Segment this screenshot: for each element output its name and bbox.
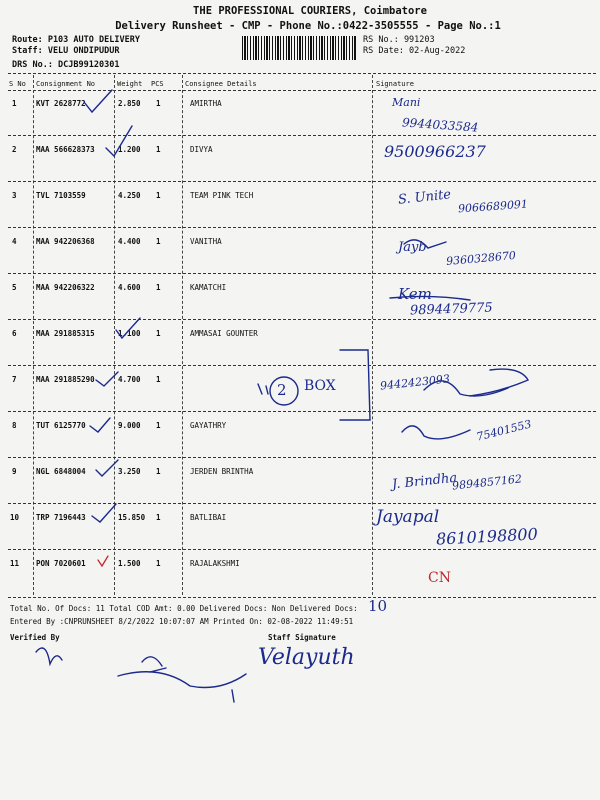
row-consignment: TUT 6125770 — [36, 421, 86, 430]
scribble-mark — [258, 384, 268, 394]
scribble-mark — [470, 369, 528, 396]
row-weight: 15.850 — [118, 513, 146, 522]
row-consignment: MAA 291885315 — [36, 329, 95, 338]
check-mark-icon — [98, 556, 108, 566]
col-weight: Weight — [117, 80, 143, 88]
row-pcs: 1 — [156, 375, 161, 384]
check-mark-icon — [92, 504, 116, 522]
row-consignment: TVL 7103559 — [36, 191, 86, 200]
row-pcs: 1 — [156, 513, 161, 522]
row-weight: 4.700 — [118, 375, 141, 384]
handwritten-name: Jayb — [398, 240, 427, 255]
row-pcs: 1 — [156, 467, 161, 476]
row-rule — [8, 457, 596, 458]
signature-scribble — [402, 426, 470, 439]
col-sep — [182, 75, 183, 595]
table-top-rule — [8, 73, 596, 74]
staff-info: Staff: VELU ONDIPUDUR — [12, 46, 120, 56]
row-consignee: RAJALAKSHMI — [190, 559, 240, 568]
row-consignee: AMIRTHA — [190, 99, 222, 108]
col-sep — [372, 75, 373, 595]
handwritten-name: S. Unite — [397, 187, 452, 208]
row-sno: 9 — [12, 467, 17, 476]
row-pcs: 1 — [156, 145, 161, 154]
row-rule — [8, 273, 596, 274]
handwritten-box-count: 2 — [277, 381, 287, 399]
verified-by-label: Verified By — [10, 633, 60, 642]
check-mark-icon — [90, 418, 110, 432]
row-consignment: NGL 6848004 — [36, 467, 86, 476]
row-weight: 1.500 — [118, 559, 141, 568]
handwritten-phone: 9442423093 — [379, 372, 451, 393]
drs-number: DRS No.: DCJB99120301 — [12, 60, 120, 70]
handwritten-phone: 8610198800 — [435, 524, 539, 549]
row-consignee: KAMATCHI — [190, 283, 227, 292]
row-pcs: 1 — [156, 283, 161, 292]
totals-line: Total No. Of Docs: 11 Total COD Amt: 0.00 Delivered Docs: Non Delivered Docs: — [10, 604, 358, 613]
col-consignee: Consignee Details — [185, 80, 257, 88]
bracket-mark — [340, 350, 370, 420]
verified-signature-scribble — [142, 657, 166, 672]
handwritten-phone: 9944033584 — [401, 115, 479, 135]
row-sno: 1 — [12, 99, 17, 108]
handwritten-cn-note: CN — [428, 570, 451, 586]
row-pcs: 1 — [156, 329, 161, 338]
row-consignment: MAA 566628373 — [36, 145, 95, 154]
company-title: THE PROFESSIONAL COURIERS, Coimbatore — [193, 5, 427, 17]
rs-date: RS Date: 02-Aug-2022 — [363, 46, 466, 56]
col-signature: Signature — [376, 80, 414, 88]
row-consignment: TRP 7196443 — [36, 513, 86, 522]
row-weight: 1.100 — [118, 329, 141, 338]
row-consignment: MAA 942206368 — [36, 237, 95, 246]
handwritten-box-note: BOX — [304, 378, 336, 394]
row-weight: 2.850 — [118, 99, 141, 108]
row-sno: 4 — [12, 237, 17, 246]
col-sno: S No — [9, 80, 26, 88]
entered-by-line: Entered By :CNPRUNSHEET 8/2/2022 10:07:07 AM Printed On: 02-08-2022 11:49:51 — [10, 617, 354, 626]
staff-signature-label: Staff Signature — [268, 633, 336, 642]
row-consignee: JERDEN BRINTHA — [190, 467, 254, 476]
check-mark-icon — [84, 90, 112, 112]
row-consignee: DIVYA — [190, 145, 213, 154]
row-weight: 1.200 — [118, 145, 141, 154]
rs-number: RS No.: 991203 — [363, 35, 435, 45]
row-rule — [8, 549, 596, 550]
barcode — [242, 36, 356, 60]
row-weight: 9.000 — [118, 421, 141, 430]
row-rule — [8, 319, 596, 320]
row-sno: 2 — [12, 145, 17, 154]
row-rule — [8, 135, 596, 136]
row-rule — [8, 181, 596, 182]
col-consignment: Consignment No — [36, 80, 96, 88]
row-consignment: MAA 942206322 — [36, 283, 95, 292]
row-weight: 4.400 — [118, 237, 141, 246]
handwritten-phone: 9894479775 — [409, 300, 493, 319]
row-rule — [8, 411, 596, 412]
staff-signature: Velayuth — [258, 645, 355, 670]
row-sno: 10 — [10, 513, 20, 522]
handwritten-phone: 9894857162 — [451, 472, 523, 493]
row-sno: 7 — [12, 375, 17, 384]
table-bottom-rule — [8, 597, 596, 598]
handwritten-name: Mani — [392, 96, 421, 109]
row-pcs: 1 — [156, 191, 161, 200]
row-rule — [8, 365, 596, 366]
handwritten-name: Kem — [398, 285, 432, 303]
col-sep — [114, 75, 115, 595]
row-sno: 3 — [12, 191, 17, 200]
runsheet-subtitle: Delivery Runsheet - CMP - Phone No.:0422-3505555 - Page No.:1 — [115, 20, 501, 32]
row-consignee: BATLIBAI — [190, 513, 227, 522]
row-rule — [8, 227, 596, 228]
col-sep — [33, 75, 34, 595]
handwritten-phone: 75401553 — [475, 417, 533, 444]
row-pcs: 1 — [156, 559, 161, 568]
verified-signature-scribble — [36, 648, 62, 664]
row-sno: 5 — [12, 283, 17, 292]
row-sno: 11 — [10, 559, 20, 568]
row-sno: 8 — [12, 421, 17, 430]
row-pcs: 1 — [156, 421, 161, 430]
table-header-rule — [8, 90, 596, 91]
row-pcs: 1 — [156, 99, 161, 108]
row-weight: 4.600 — [118, 283, 141, 292]
row-consignment: PON 7020601 — [36, 559, 86, 568]
row-consignee: GAYATHRY — [190, 421, 227, 430]
col-pcs: PCS — [151, 80, 164, 88]
row-weight: 3.250 — [118, 467, 141, 476]
handwritten-phone: 9500966237 — [384, 142, 486, 161]
verified-signature-scribble — [232, 690, 234, 702]
row-consignment: MAA 291885290 — [36, 375, 95, 384]
handwritten-name: Jayapal — [376, 507, 440, 527]
handwritten-delivered-count: 10 — [368, 597, 388, 615]
row-weight: 4.250 — [118, 191, 141, 200]
handwritten-phone: 9066689091 — [457, 197, 529, 216]
row-consignee: TEAM PINK TECH — [190, 191, 254, 200]
handwritten-name: J. Brindha — [391, 470, 458, 493]
row-consignment: KVT 2628772 — [36, 99, 86, 108]
row-pcs: 1 — [156, 237, 161, 246]
verified-signature-scribble — [118, 672, 246, 688]
row-rule — [8, 503, 596, 504]
route-info: Route: P103 AUTO DELIVERY — [12, 35, 140, 45]
row-consignee: VANITHA — [190, 237, 222, 246]
handwritten-phone: 9360328670 — [445, 248, 517, 269]
row-consignee: AMMASAI GOUNTER — [190, 329, 258, 338]
row-sno: 6 — [12, 329, 17, 338]
